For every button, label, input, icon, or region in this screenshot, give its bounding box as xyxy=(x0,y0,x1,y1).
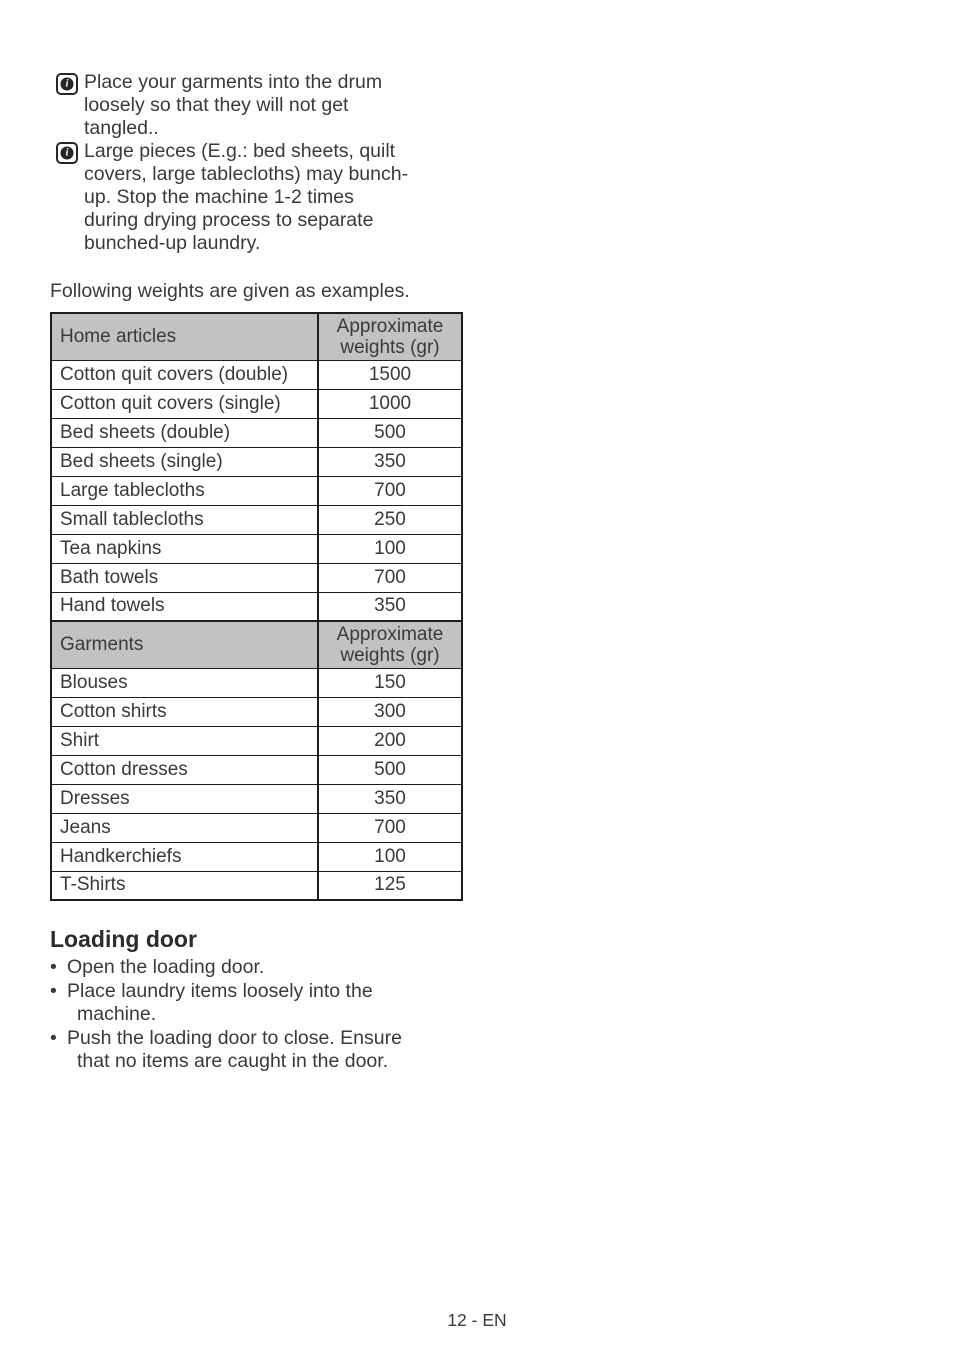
table-section-header xyxy=(51,621,462,668)
weight-cell: 350 xyxy=(318,784,462,813)
info-icon-glyph: i xyxy=(61,147,74,160)
info-icon xyxy=(56,73,78,95)
text-line: Approximate xyxy=(336,623,444,645)
text-line: tangled.. xyxy=(84,117,159,139)
text-line: that no items are caught in the door. xyxy=(77,1050,389,1072)
list-item xyxy=(50,956,466,980)
table-row xyxy=(51,697,462,726)
item-cell: Cotton quit covers (double) xyxy=(51,360,318,389)
item-cell: Shirt xyxy=(51,726,318,755)
item-cell: Cotton shirts xyxy=(51,697,318,726)
section-heading: Loading door xyxy=(50,926,197,952)
weight-cell: 700 xyxy=(318,813,462,842)
weight-cell: 350 xyxy=(318,592,462,621)
bullet-icon: • xyxy=(50,1026,57,1049)
list-item-text xyxy=(67,956,264,980)
text-line: Place your garments into the drum xyxy=(84,71,383,93)
info-note-text xyxy=(84,140,408,255)
text-line: weights (gr) xyxy=(340,336,440,358)
table-section-header xyxy=(51,313,462,360)
item-cell: Bed sheets (double) xyxy=(51,418,318,447)
weight-cell: 700 xyxy=(318,476,462,505)
text-line: Open the loading door. xyxy=(67,956,265,978)
table-row xyxy=(51,813,462,842)
text-line: Place laundry items loosely into the xyxy=(67,979,373,1002)
text-line: Large pieces (E.g.: bed sheets, quilt xyxy=(84,140,396,162)
item-cell: Bed sheets (single) xyxy=(51,447,318,476)
table-row xyxy=(51,784,462,813)
page-number: 12 - EN xyxy=(447,1310,507,1330)
weight-cell: 300 xyxy=(318,697,462,726)
info-note xyxy=(50,71,466,140)
intro-text: Following weights are given as examples. xyxy=(50,280,410,302)
table-row xyxy=(51,447,462,476)
text-line: weights (gr) xyxy=(340,644,440,666)
item-cell: Handkerchiefs xyxy=(51,842,318,871)
table-row xyxy=(51,360,462,389)
list-item-text xyxy=(67,1027,402,1074)
text-line: during drying process to separate xyxy=(84,209,374,231)
table-row xyxy=(51,534,462,563)
table-row xyxy=(51,418,462,447)
weight-cell: 1500 xyxy=(318,360,462,389)
info-note xyxy=(50,140,466,255)
section-title-cell: Home articles xyxy=(51,313,318,360)
list-item xyxy=(50,1027,466,1074)
text-line: machine. xyxy=(77,1003,157,1025)
weight-cell: 100 xyxy=(318,534,462,563)
weight-cell: 1000 xyxy=(318,389,462,418)
bullet-icon: • xyxy=(50,956,57,978)
weight-cell: 100 xyxy=(318,842,462,871)
text-line: covers, large tablecloths) may bunch- xyxy=(84,163,409,185)
weight-cell: 500 xyxy=(318,418,462,447)
text-line: up. Stop the machine 1-2 times xyxy=(84,186,354,208)
list-item-text xyxy=(67,980,373,1027)
page-content xyxy=(50,71,466,1074)
weight-cell: 125 xyxy=(318,871,462,900)
table-row xyxy=(51,842,462,871)
item-cell: Blouses xyxy=(51,668,318,697)
weights-column-header xyxy=(318,621,462,668)
table-row xyxy=(51,389,462,418)
info-icon xyxy=(56,142,78,164)
info-note-text xyxy=(84,71,382,140)
item-cell: Tea napkins xyxy=(51,534,318,563)
table-row xyxy=(51,505,462,534)
list-item xyxy=(50,980,466,1027)
weights-table xyxy=(50,312,463,901)
table-row xyxy=(51,668,462,697)
item-cell: Cotton dresses xyxy=(51,755,318,784)
weight-cell: 250 xyxy=(318,505,462,534)
weights-column-header xyxy=(318,313,462,360)
text-line: Approximate xyxy=(336,315,444,337)
info-icon-glyph: i xyxy=(61,78,74,91)
table-row xyxy=(51,755,462,784)
item-cell: Hand towels xyxy=(51,592,318,621)
item-cell: Cotton quit covers (single) xyxy=(51,389,318,418)
bullet-icon: • xyxy=(50,979,57,1002)
item-cell: Jeans xyxy=(51,813,318,842)
table-row xyxy=(51,592,462,621)
weight-cell: 700 xyxy=(318,563,462,592)
section-title-cell: Garments xyxy=(51,621,318,668)
weight-cell: 150 xyxy=(318,668,462,697)
table-row xyxy=(51,726,462,755)
item-cell: T-Shirts xyxy=(51,871,318,900)
text-line: loosely so that they will not get xyxy=(84,94,349,116)
table-row xyxy=(51,871,462,900)
item-cell: Dresses xyxy=(51,784,318,813)
weight-cell: 350 xyxy=(318,447,462,476)
weight-cell: 500 xyxy=(318,755,462,784)
text-line: Push the loading door to close. Ensure xyxy=(67,1026,402,1049)
text-line: bunched-up laundry. xyxy=(84,232,261,254)
table-row xyxy=(51,563,462,592)
item-cell: Bath towels xyxy=(51,563,318,592)
item-cell: Large tablecloths xyxy=(51,476,318,505)
weight-cell: 200 xyxy=(318,726,462,755)
table-row xyxy=(51,476,462,505)
item-cell: Small tablecloths xyxy=(51,505,318,534)
